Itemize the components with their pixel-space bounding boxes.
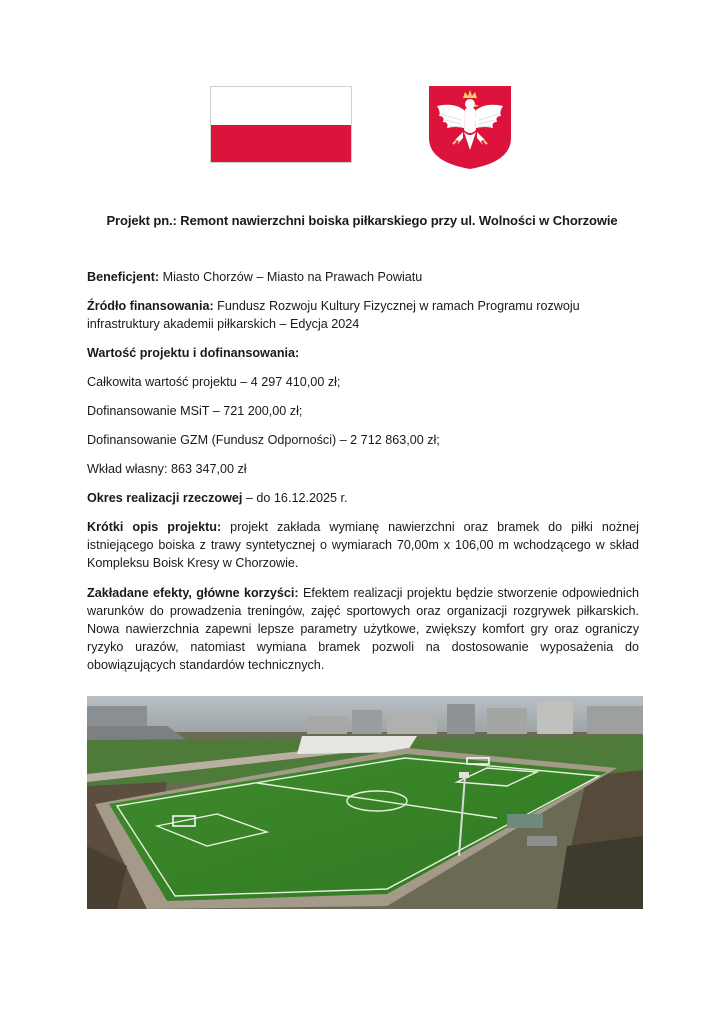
beneficiary-line xyxy=(87,268,639,286)
flag-white-stripe xyxy=(211,87,351,125)
football-pitch-photo-icon xyxy=(87,696,643,909)
beneficiary-label: Beneficjent: xyxy=(87,270,160,284)
msit-funding-line: Dofinansowanie MSiT – 721 200,00 zł; xyxy=(87,404,303,418)
beneficiary-value: Miasto Chorzów – Miasto na Prawach Powiatu xyxy=(159,270,423,284)
funding-source-label: Źródło finansowania: xyxy=(87,299,214,313)
description-paragraph xyxy=(87,518,639,572)
polish-flag xyxy=(210,86,352,163)
eagle-emblem-icon xyxy=(427,84,513,170)
realization-line xyxy=(87,489,639,507)
realization-label: Okres realizacji rzeczowej xyxy=(87,491,243,505)
flag-red-stripe xyxy=(211,125,351,163)
document-body xyxy=(87,268,639,685)
description-value: projekt zakłada wymianę nawierzchni oraz bramek do piłki nożnej istniejącego boiska z trawy syntetycznej o wymiarach 70,00m x 106,00 m wchodzącego w skład Kompleksu Boisk Kresy w Chorzowie. xyxy=(87,520,639,570)
realization-value: – do 16.12.2025 r. xyxy=(242,491,348,505)
description-label: Krótki opis projektu: xyxy=(87,520,222,534)
funding-source-line xyxy=(87,297,639,333)
gzm-funding-line: Dofinansowanie GZM (Fundusz Odporności) – 2 712 863,00 zł; xyxy=(87,433,440,447)
total-value-line: Całkowita wartość projektu – 4 297 410,00 zł; xyxy=(87,375,341,389)
effects-paragraph xyxy=(87,584,639,674)
effects-label: Zakładane efekty, główne korzyści: xyxy=(87,586,299,600)
own-contribution-line: Wkład własny: 863 347,00 zł xyxy=(87,462,247,476)
funding-source-value: Fundusz Rozwoju Kultury Fizycznej w ramach Programu rozwoju infrastruktury akademii piłkarskich – Edycja 2024 xyxy=(87,299,580,331)
page-title: Projekt pn.: Remont nawierzchni boiska piłkarskiego przy ul. Wolności w Chorzowie xyxy=(106,213,618,228)
effects-value: Efektem realizacji projektu będzie stworzenie odpowiednich warunków do prowadzenia treningów, zajęć sportowych oraz organizacji rozgrywek piłkarskich. Nowa nawierzchnia zapewni lepsze parametry użytkowe, zwiększy komfort gry oraz ograniczy ryzyko urazów, natomiast wymiana bramek pozwoli na dostosowanie wyposażenia do obowiązujących standardów technicznych. xyxy=(87,586,639,672)
project-value-heading xyxy=(87,344,639,362)
project-value-heading-text: Wartość projektu i dofinansowania: xyxy=(87,346,300,360)
